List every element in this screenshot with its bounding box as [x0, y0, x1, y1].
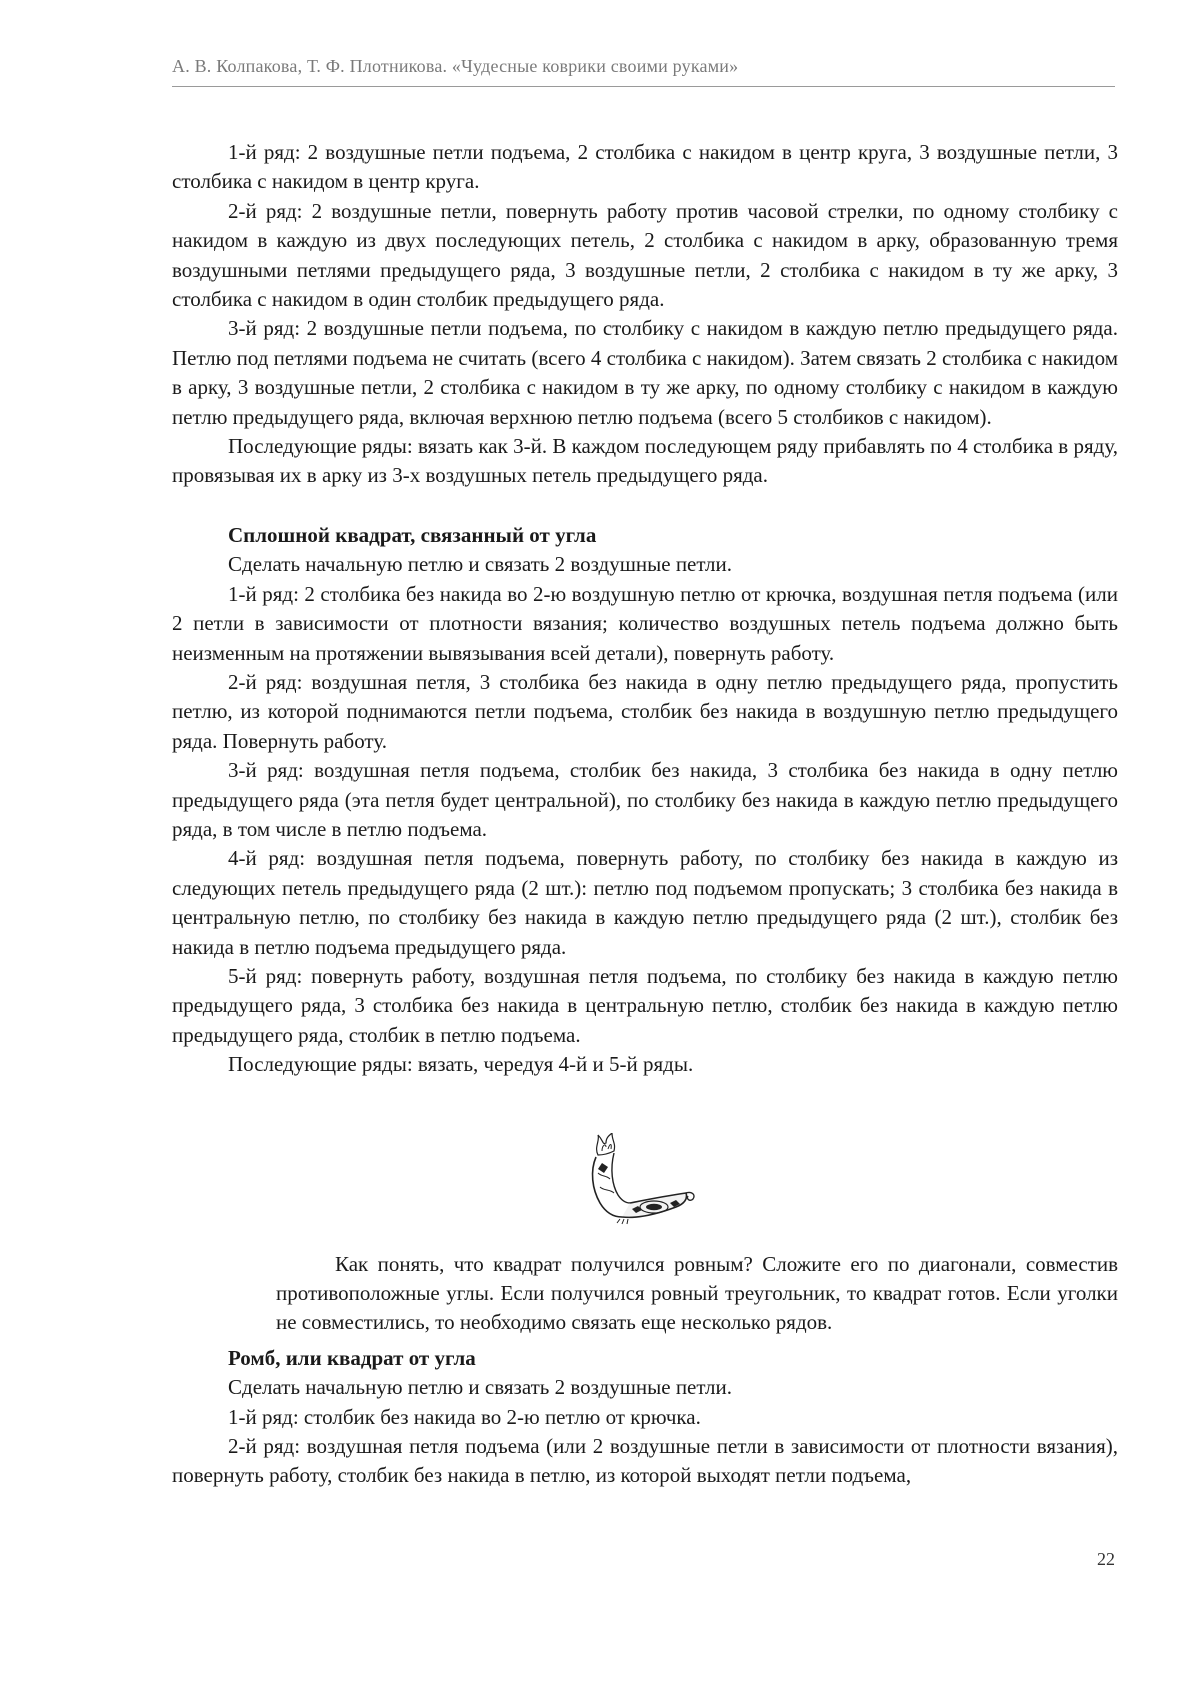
- paragraph-row-3: 3-й ряд: воздушная петля подъема, столбик без накида, 3 столбика без накида в одну петлю предыдущего ряда (эта петля будет центральной), по столбику без накида в каждую петлю предыдущего ряда, в том числе в петлю подъема.: [172, 758, 1118, 841]
- running-header: [172, 56, 1115, 87]
- page-body: [172, 138, 1118, 1491]
- paragraph-row-4: 4-й ряд: воздушная петля подъема, повернуть работу, по столбику без накида в каждую из следующих петель предыдущего ряда (2 шт.): петлю под подъемом пропускать; 3 столбика без накида в центральную петлю, по столбику без накида в каждую петлю предыдущего ряда (2 шт.), столбик без накида в петлю подъема предыдущего ряда.: [172, 846, 1118, 959]
- paragraph-row-2: 2-й ряд: воздушная петля подъема (или 2 воздушные петли в зависимости от плотности вязания), повернуть работу, столбик без накида в петлю, из которой выходят петли подъема,: [172, 1434, 1118, 1488]
- paragraph-row-1: 1-й ряд: 2 столбика без накида во 2-ю воздушную петлю от крючка, воздушная петля подъема (или 2 петли в зависимости от плотности вязания; количество воздушных петель подъема должно быть неизменным на протяжении вывязывания всей детали), повернуть работу.: [172, 581, 1118, 665]
- paragraph-start: Сделать начальную петлю и связать 2 воздушные петли.: [228, 1375, 732, 1400]
- page-number: 22: [1097, 1549, 1115, 1569]
- paragraph-row-5: 5-й ряд: повернуть работу, воздушная петля подъема, по столбику без накида в каждую петлю предыдущего ряда, 3 столбика без накида в центральную петлю, столбик без накида в каждую петлю предыдущего ряда, столбик в петлю подъема.: [172, 963, 1118, 1047]
- tip-box: [276, 1250, 1118, 1338]
- paragraph-next-rows: Последующие ряды: вязать как 3-й. В каждом последующем ряду прибавлять по 4 столбика в ряду, провязывая их в арку из 3-х воздушных петель предыдущего ряда.: [172, 434, 1118, 488]
- tip-text: Как понять, что квадрат получился ровным? Сложите его по диагонали, совместив противоположные углы. Если получился ровный треугольник, то квадрат готов. Если уголки не совместились, то необходимо связать еще несколько рядов.: [276, 1251, 1118, 1335]
- paragraph-row-1: 1-й ряд: 2 воздушные петли подъема, 2 столбика с накидом в центр круга, 3 воздушные петли, 3 столбика с накидом в центр круга.: [172, 140, 1118, 194]
- paragraph-row-3: 3-й ряд: 2 воздушные петли подъема, по столбику с накидом в каждую петлю предыдущего ряда. Петлю под петлями подъема не считать (всего 4 столбика с накидом). Затем связать 2 столбика с накидом в арку, 3 воздушные петли, 2 столбика с накидом в ту же арку, по одному столбику с накидом в каждую петлю предыдущего ряда, включая верхнюю петлю подъема (всего 5 столбиков с накидом).: [172, 316, 1118, 429]
- section-heading-rhombus: Ромб, или квадрат от угла: [228, 1345, 476, 1370]
- paragraph-row-2: 2-й ряд: воздушная петля, 3 столбика без накида в одну петлю предыдущего ряда, пропустить петлю, из которой поднимаются петли подъема, столбик без накида в воздушную петлю предыдущего ряда. Повернуть работу.: [172, 669, 1118, 753]
- paragraph-row-2: 2-й ряд: 2 воздушные петли, повернуть работу против часовой стрелки, по одному столбику с накидом в каждую из двух последующих петель, 2 столбика с накидом в арку, образованную тремя воздушными петлями предыдущего ряда, 3 воздушные петли, 2 столбика с накидом в ту же арку, 3 столбика с накидом в один столбик предыдущего ряда.: [172, 198, 1118, 312]
- paragraph-start: Сделать начальную петлю и связать 2 воздушные петли.: [228, 552, 732, 577]
- paragraph-row-1: 1-й ряд: столбик без накида во 2-ю петлю от крючка.: [228, 1404, 701, 1429]
- rolled-rug-illustration-icon: [580, 1133, 705, 1228]
- section-heading-solid-square: Сплошной квадрат, связанный от угла: [228, 522, 597, 547]
- running-title: А. В. Колпакова, Т. Ф. Плотникова. «Чудесные коврики своими руками»: [172, 56, 739, 76]
- paragraph-next-rows: Последующие ряды: вязать, чередуя 4-й и 5-й ряды.: [228, 1052, 694, 1077]
